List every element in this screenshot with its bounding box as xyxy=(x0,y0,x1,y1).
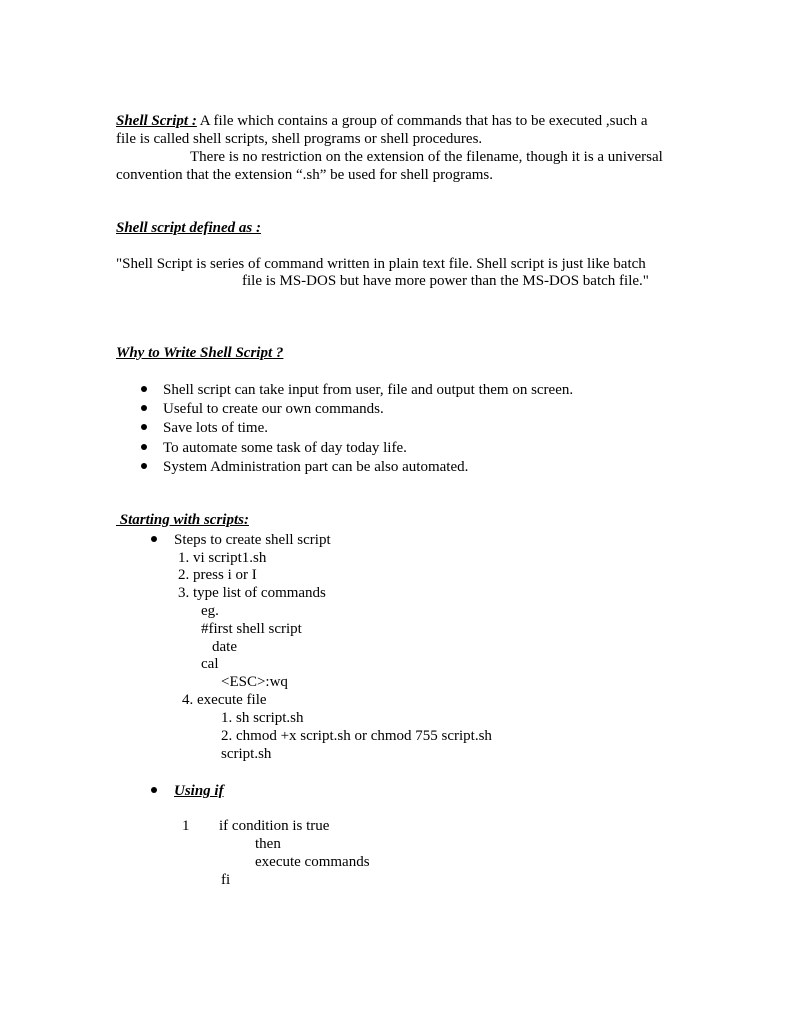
definition-heading: Shell script defined as : xyxy=(116,220,261,236)
step-1: 1. vi script1.sh xyxy=(178,550,267,566)
if-line-1: if condition is true xyxy=(219,818,330,834)
exec-3: script.sh xyxy=(221,746,272,762)
intro-text-1: A file which contains a group of commands that has to be executed ,such a xyxy=(196,113,648,129)
code-date: date xyxy=(212,639,237,655)
step-2: 2. press i or I xyxy=(178,567,257,583)
bullet-icon xyxy=(141,444,147,450)
definition-line-1: "Shell Script is series of command written in plain text file. Shell script is just like batch xyxy=(116,256,646,272)
code-cal: cal xyxy=(201,656,219,672)
intro-line-3: There is no restriction on the extension of the filename, though it is a universal xyxy=(190,149,663,165)
why-item-2: Useful to create our own commands. xyxy=(163,401,384,417)
if-line-3: execute commands xyxy=(255,854,370,870)
exec-1: 1. sh script.sh xyxy=(221,710,304,726)
bullet-icon xyxy=(151,787,157,793)
starting-heading: Starting with scripts: xyxy=(116,512,249,528)
step-4: 4. execute file xyxy=(182,692,267,708)
if-line-4: fi xyxy=(221,872,231,888)
why-item-3: Save lots of time. xyxy=(163,420,268,436)
code-esc: <ESC>:wq xyxy=(221,674,288,690)
intro-line-4: convention that the extension “.sh” be used for shell programs. xyxy=(116,167,493,183)
bullet-icon xyxy=(141,386,147,392)
code-comment: #first shell script xyxy=(201,621,302,637)
intro-line-1 xyxy=(116,112,648,130)
if-line-2: then xyxy=(255,836,281,852)
bullet-icon xyxy=(141,463,147,469)
if-number: 1 xyxy=(182,818,190,834)
why-heading: Why to Write Shell Script ? xyxy=(116,345,284,361)
bullet-icon xyxy=(141,405,147,411)
intro-line-2: file is called shell scripts, shell programs or shell procedures. xyxy=(116,131,483,147)
exec-2: 2. chmod +x script.sh or chmod 755 script.sh xyxy=(221,728,492,744)
example-label: eg. xyxy=(201,603,219,619)
why-item-4: To automate some task of day today life. xyxy=(163,440,407,456)
why-item-5: System Administration part can be also automated. xyxy=(163,459,469,475)
bullet-icon xyxy=(151,536,157,542)
bullet-icon xyxy=(141,424,147,430)
using-if-heading: Using if xyxy=(174,783,224,799)
shell-script-heading: Shell Script : xyxy=(116,113,197,129)
steps-label: Steps to create shell script xyxy=(174,532,331,548)
why-item-1: Shell script can take input from user, file and output them on screen. xyxy=(163,382,574,398)
definition-line-2: file is MS-DOS but have more power than the MS-DOS batch file." xyxy=(242,273,649,289)
step-3: 3. type list of commands xyxy=(178,585,326,601)
